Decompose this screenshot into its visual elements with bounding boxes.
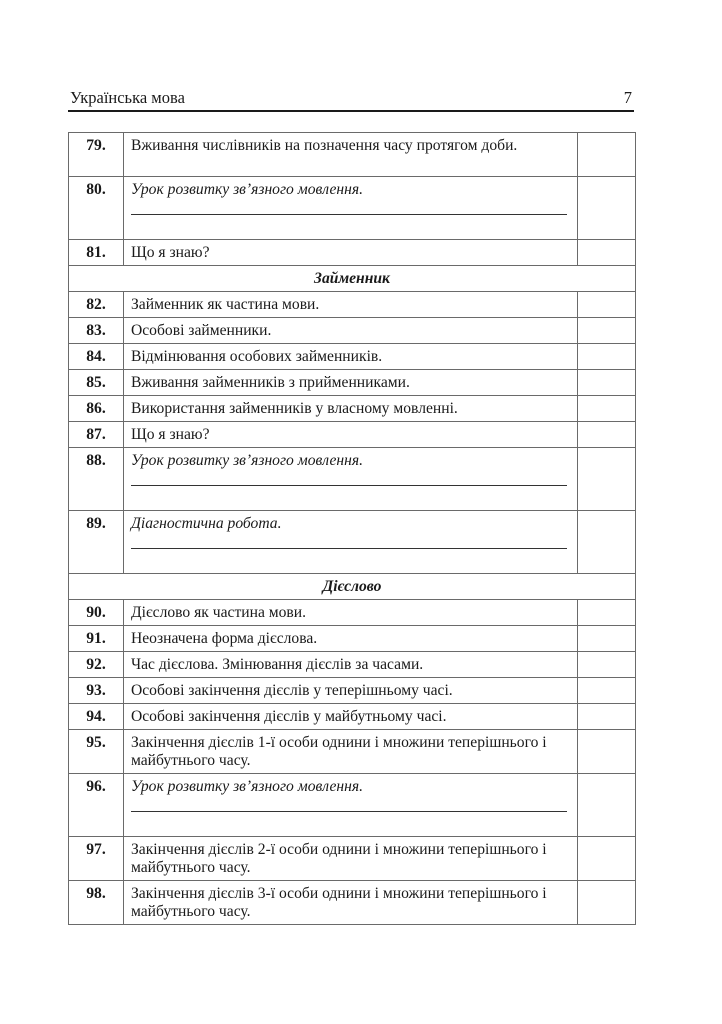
lesson-number: 93. [69,678,124,704]
writing-line [131,548,567,549]
lesson-topic-cell [124,511,578,574]
lesson-topic: Особові закінчення дієслів у теперішньому часі. [124,678,578,704]
note-cell [578,704,636,730]
lesson-number: 79. [69,133,124,177]
lesson-plan-table [68,132,636,925]
lesson-topic: Займенник як частина мови. [124,292,578,318]
table-row [69,177,636,240]
section-row [69,266,636,292]
note-cell [578,600,636,626]
note-cell [578,133,636,177]
lesson-topic: Урок розвитку зв’язного мовлення. [131,181,364,198]
lesson-topic: Час дієслова. Змінювання дієслів за часами. [124,652,578,678]
lesson-number: 92. [69,652,124,678]
lesson-number: 80. [69,177,124,240]
note-cell [578,292,636,318]
running-header [68,86,634,112]
note-cell [578,678,636,704]
note-cell [578,774,636,837]
lesson-topic: Використання займенників у власному мовленні. [124,396,578,422]
lesson-topic: Діагностична робота. [131,515,282,532]
lesson-topic: Що я знаю? [124,422,578,448]
note-cell [578,881,636,925]
note-cell [578,511,636,574]
lesson-topic-cell [124,448,578,511]
table-row [69,600,636,626]
lesson-number: 94. [69,704,124,730]
table-row [69,396,636,422]
lesson-topic: Що я знаю? [124,240,578,266]
lesson-number: 86. [69,396,124,422]
lesson-number: 82. [69,292,124,318]
table-row [69,511,636,574]
lesson-number: 83. [69,318,124,344]
note-cell [578,730,636,774]
lesson-topic-cell [124,177,578,240]
lesson-number: 85. [69,370,124,396]
table-row [69,370,636,396]
table-row [69,704,636,730]
writing-line [131,485,567,486]
table-row [69,730,636,774]
table-row [69,881,636,925]
lesson-number: 89. [69,511,124,574]
table-row [69,344,636,370]
section-title: Дієслово [69,574,636,600]
note-cell [578,240,636,266]
note-cell [578,344,636,370]
writing-line [131,811,567,812]
note-cell [578,318,636,344]
lesson-topic: Особові займенники. [124,318,578,344]
section-row [69,574,636,600]
table-row [69,774,636,837]
lesson-topic-cell [124,774,578,837]
table-row [69,448,636,511]
lesson-number: 95. [69,730,124,774]
lesson-topic: Вживання числівників на позначення часу протягом доби. [124,133,578,177]
note-cell [578,626,636,652]
lesson-topic: Дієслово як частина мови. [124,600,578,626]
page-number: 7 [623,88,632,107]
lesson-topic: Закінчення дієслів 1-ї особи однини і множини теперішнього і майбутнього часу. [124,730,578,774]
lesson-number: 90. [69,600,124,626]
table-row [69,318,636,344]
lesson-topic: Урок розвитку зв’язного мовлення. [131,452,364,469]
lesson-number: 97. [69,837,124,881]
lesson-number: 87. [69,422,124,448]
lesson-topic: Особові закінчення дієслів у майбутньому часі. [124,704,578,730]
lesson-number: 81. [69,240,124,266]
lesson-topic: Вживання займенників з прийменниками. [124,370,578,396]
note-cell [578,177,636,240]
table-row [69,837,636,881]
lesson-number: 91. [69,626,124,652]
note-cell [578,370,636,396]
table-row [69,133,636,177]
note-cell [578,422,636,448]
table-row [69,240,636,266]
lesson-topic: Закінчення дієслів 3-ї особи однини і множини теперішнього і майбутнього часу. [124,881,578,925]
note-cell [578,396,636,422]
table-row [69,678,636,704]
note-cell [578,448,636,511]
lesson-number: 98. [69,881,124,925]
lesson-number: 88. [69,448,124,511]
lesson-number: 84. [69,344,124,370]
section-title: Займенник [69,266,636,292]
lesson-topic: Урок розвитку зв’язного мовлення. [131,778,364,795]
lesson-topic: Відмінювання особових займенників. [124,344,578,370]
table-row [69,626,636,652]
table-row [69,652,636,678]
book-title: Українська мова [70,88,185,107]
table-row [69,422,636,448]
lesson-topic: Неозначена форма дієслова. [124,626,578,652]
note-cell [578,837,636,881]
lesson-topic: Закінчення дієслів 2-ї особи однини і множини теперішнього і майбутнього часу. [124,837,578,881]
table-row [69,292,636,318]
lesson-number: 96. [69,774,124,837]
writing-line [131,214,567,215]
note-cell [578,652,636,678]
